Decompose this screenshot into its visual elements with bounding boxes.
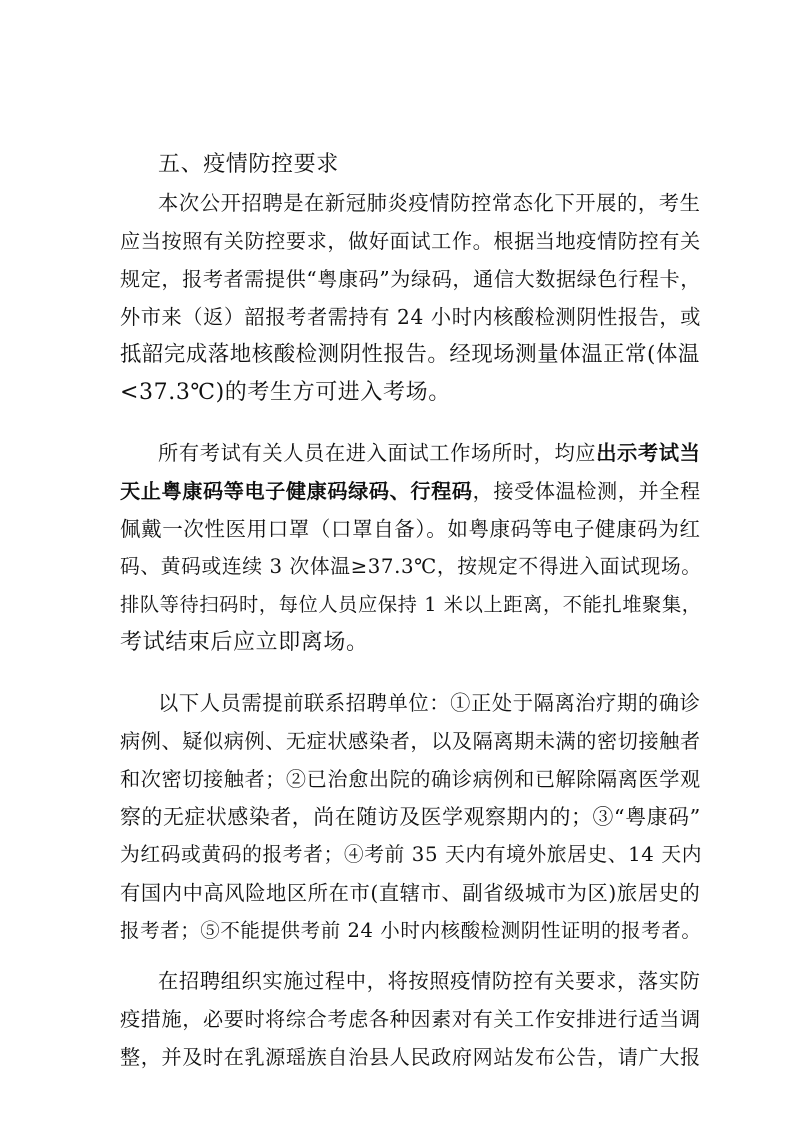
section-heading: 五、疫情防控要求 — [158, 152, 339, 177]
paragraph-2-line-3: 佩戴一次性医用口罩（口罩自备）。如粤康码等电子健康码为红 — [120, 517, 701, 541]
paragraph-2-line-5: 排队等待扫码时，每位人员应保持 1 米以上距离，不能扎堆聚集， — [120, 593, 702, 616]
paragraph-1-line-1: 本次公开招聘是在新冠肺炎疫情防控常态化下开展的，考生 — [158, 191, 701, 215]
paragraph-1-line-3: 规定，报考者需提供“粤康码”为绿码，通信大数据绿色行程卡， — [120, 267, 701, 291]
paragraph-2-line-1-emphasis: 出示考试当 — [596, 441, 701, 465]
paragraph-2-line-1 — [158, 433, 700, 473]
paragraph-3-line-7: 报考者；⑤不能提供考前 24 小时内核酸检测阴性证明的报考者。 — [120, 919, 702, 942]
paragraph-4-line-2: 疫措施，必要时将综合考虑各种因素对有关工作安排进行适当调 — [120, 1007, 701, 1031]
paragraph-2-line-6: 考试结束后应立即离场。 — [120, 630, 369, 655]
paragraph-2-line-2-emphasis: 天止粤康码等电子健康码绿码、行程码 — [120, 479, 473, 503]
paragraph-4-line-1: 在招聘组织实施过程中，将按照疫情防控有关要求，落实防 — [158, 969, 701, 993]
paragraph-1-line-5: 抵韶完成落地核酸检测阴性报告。经现场测量体温正常(体温 — [120, 342, 700, 367]
paragraph-3-line-5: 为红码或黄码的报考者；④考前 35 天内有境外旅居史、14 天内 — [120, 843, 703, 866]
paragraph-1-line-4: 外市来（返）韶报考者需持有 24 小时内核酸检测阴性报告，或 — [120, 305, 701, 329]
paragraph-2-line-2-text: ，接受体温检测，并全程 — [472, 479, 701, 503]
paragraph-1-line-6: <37.3℃)的考生方可进入考场。 — [120, 380, 451, 405]
paragraph-2-line-4: 码、黄码或连续 3 次体温≥37.3℃，按规定不得进入面试现场。 — [120, 555, 702, 578]
paragraph-3-line-4: 察的无症状感染者，尚在随访及医学观察期内的；③“粤康码” — [120, 805, 701, 829]
paragraph-2-line-1-text: 所有考试有关人员在进入面试工作场所时，均应 — [158, 441, 597, 465]
paragraph-3-line-2: 病例、疑似病例、无症状感染者，以及隔离期未满的密切接触者 — [120, 729, 701, 753]
paragraph-3-line-1: 以下人员需提前联系招聘单位：①正处于隔离治疗期的确诊 — [158, 691, 701, 715]
paragraph-1-line-2: 应当按照有关防控要求，做好面试工作。根据当地疫情防控有关 — [120, 229, 701, 253]
paragraph-3-line-6: 有国内中高风险地区所在市(直辖市、副省级城市为区)旅居史的 — [120, 881, 701, 905]
paragraph-3-line-3: 和次密切接触者；②已治愈出院的确诊病例和已解除隔离医学观 — [120, 767, 701, 791]
paragraph-2-line-2 — [120, 471, 700, 511]
paragraph-4-line-3: 整，并及时在乳源瑶族自治县人民政府网站发布公告，请广大报 — [120, 1045, 701, 1069]
